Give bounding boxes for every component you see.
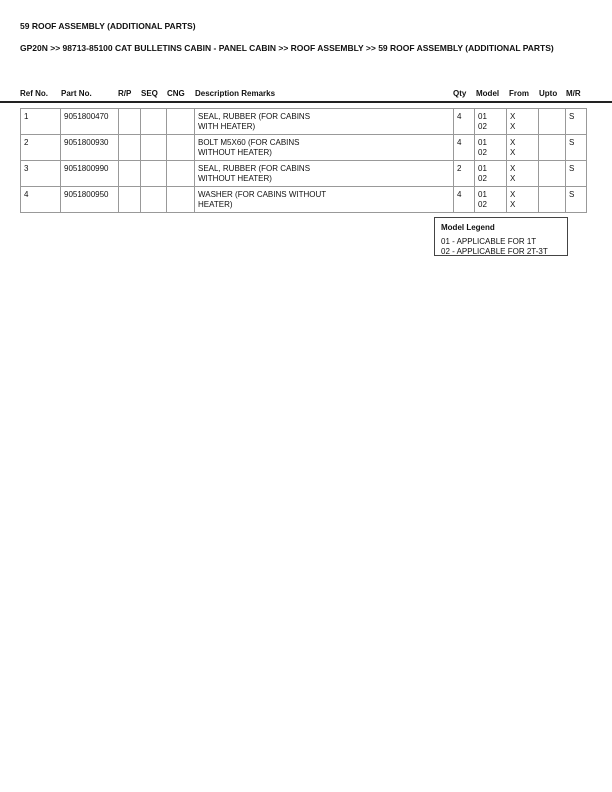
cell-description	[195, 187, 454, 213]
column-header: Description Remarks	[195, 89, 276, 98]
mr-text: S	[569, 190, 575, 199]
column-header: SEQ	[141, 89, 158, 98]
model-text: 02	[478, 200, 487, 209]
legend-item: 02 - APPLICABLE FOR 2T-3T	[441, 247, 548, 256]
cell-description	[195, 161, 454, 187]
from-text: X	[510, 148, 516, 157]
mr-text: S	[569, 164, 575, 173]
from-text: X	[510, 200, 516, 209]
mr-text: S	[569, 112, 575, 121]
model-text: 01	[478, 138, 487, 147]
from-text: X	[510, 112, 516, 121]
cell-upto	[539, 187, 566, 213]
model-text: 01	[478, 164, 487, 173]
breadcrumb: GP20N >> 98713-85100 CAT BULLETINS CABIN - PANEL CABIN >> ROOF ASSEMBLY >> 59 ROOF ASSEMBLY (ADDITIONAL PARTS)	[20, 43, 554, 53]
cell-mr	[566, 109, 587, 135]
cell-part-no	[61, 109, 119, 135]
part-no-text: 9051800470	[64, 112, 109, 121]
cell-ref-no	[21, 161, 61, 187]
cell-rp	[119, 135, 141, 161]
header-divider	[0, 101, 612, 103]
ref-no-text: 2	[24, 138, 29, 147]
cell-cng	[167, 109, 195, 135]
from-text: X	[510, 122, 516, 131]
model-text: 02	[478, 174, 487, 183]
cell-rp	[119, 187, 141, 213]
description-text: SEAL, RUBBER (FOR CABINS	[198, 112, 311, 121]
qty-text: 4	[457, 190, 462, 199]
table-row	[21, 109, 587, 135]
legend-title: Model Legend	[441, 223, 495, 232]
column-header: Ref No.	[20, 89, 48, 98]
cell-cng	[167, 187, 195, 213]
cell-part-no	[61, 135, 119, 161]
cell-description	[195, 109, 454, 135]
cell-part-no	[61, 187, 119, 213]
cell-from	[507, 109, 539, 135]
cell-seq	[141, 109, 167, 135]
cell-cng	[167, 135, 195, 161]
qty-text: 4	[457, 112, 462, 121]
column-header: From	[509, 89, 529, 98]
ref-no-text: 1	[24, 112, 29, 121]
column-header: Part No.	[61, 89, 92, 98]
ref-no-text: 4	[24, 190, 29, 199]
model-text: 02	[478, 148, 487, 157]
description-text: WITHOUT HEATER)	[198, 148, 272, 157]
cell-qty	[454, 187, 475, 213]
cell-mr	[566, 161, 587, 187]
column-header: M/R	[566, 89, 581, 98]
cell-rp	[119, 161, 141, 187]
cell-model	[475, 135, 507, 161]
from-text: X	[510, 190, 516, 199]
cell-part-no	[61, 161, 119, 187]
cell-qty	[454, 161, 475, 187]
cell-ref-no	[21, 109, 61, 135]
from-text: X	[510, 138, 516, 147]
cell-model	[475, 109, 507, 135]
model-text: 01	[478, 190, 487, 199]
cell-model	[475, 161, 507, 187]
cell-ref-no	[21, 135, 61, 161]
model-legend	[434, 217, 568, 256]
qty-text: 2	[457, 164, 462, 173]
ref-no-text: 3	[24, 164, 29, 173]
model-text: 01	[478, 112, 487, 121]
description-text: BOLT M5X60 (FOR CABINS	[198, 138, 300, 147]
cell-seq	[141, 161, 167, 187]
cell-from	[507, 161, 539, 187]
column-header: Qty	[453, 89, 467, 98]
table-row	[21, 135, 587, 161]
column-header: CNG	[167, 89, 185, 98]
cell-from	[507, 187, 539, 213]
cell-ref-no	[21, 187, 61, 213]
cell-seq	[141, 135, 167, 161]
cell-qty	[454, 109, 475, 135]
table-row	[21, 161, 587, 187]
cell-from	[507, 135, 539, 161]
column-header: Model	[476, 89, 500, 98]
description-text: WITHOUT HEATER)	[198, 174, 272, 183]
parts-table	[20, 108, 587, 213]
description-text: WASHER (FOR CABINS WITHOUT	[198, 190, 327, 199]
description-text: SEAL, RUBBER (FOR CABINS	[198, 164, 311, 173]
column-header: Upto	[539, 89, 558, 98]
cell-qty	[454, 135, 475, 161]
cell-mr	[566, 187, 587, 213]
qty-text: 4	[457, 138, 462, 147]
from-text: X	[510, 174, 516, 183]
cell-mr	[566, 135, 587, 161]
part-no-text: 9051800930	[64, 138, 109, 147]
model-text: 02	[478, 122, 487, 131]
legend-item: 01 - APPLICABLE FOR 1T	[441, 237, 537, 246]
cell-description	[195, 135, 454, 161]
description-text: HEATER)	[198, 200, 233, 209]
from-text: X	[510, 164, 516, 173]
description-text: WITH HEATER)	[198, 122, 256, 131]
cell-rp	[119, 109, 141, 135]
cell-upto	[539, 161, 566, 187]
page-title: 59 ROOF ASSEMBLY (ADDITIONAL PARTS)	[20, 21, 196, 31]
cell-upto	[539, 109, 566, 135]
table-row	[21, 187, 587, 213]
column-header: R/P	[118, 89, 132, 98]
cell-cng	[167, 161, 195, 187]
mr-text: S	[569, 138, 575, 147]
cell-model	[475, 187, 507, 213]
cell-upto	[539, 135, 566, 161]
cell-seq	[141, 187, 167, 213]
part-no-text: 9051800950	[64, 190, 109, 199]
part-no-text: 9051800990	[64, 164, 109, 173]
